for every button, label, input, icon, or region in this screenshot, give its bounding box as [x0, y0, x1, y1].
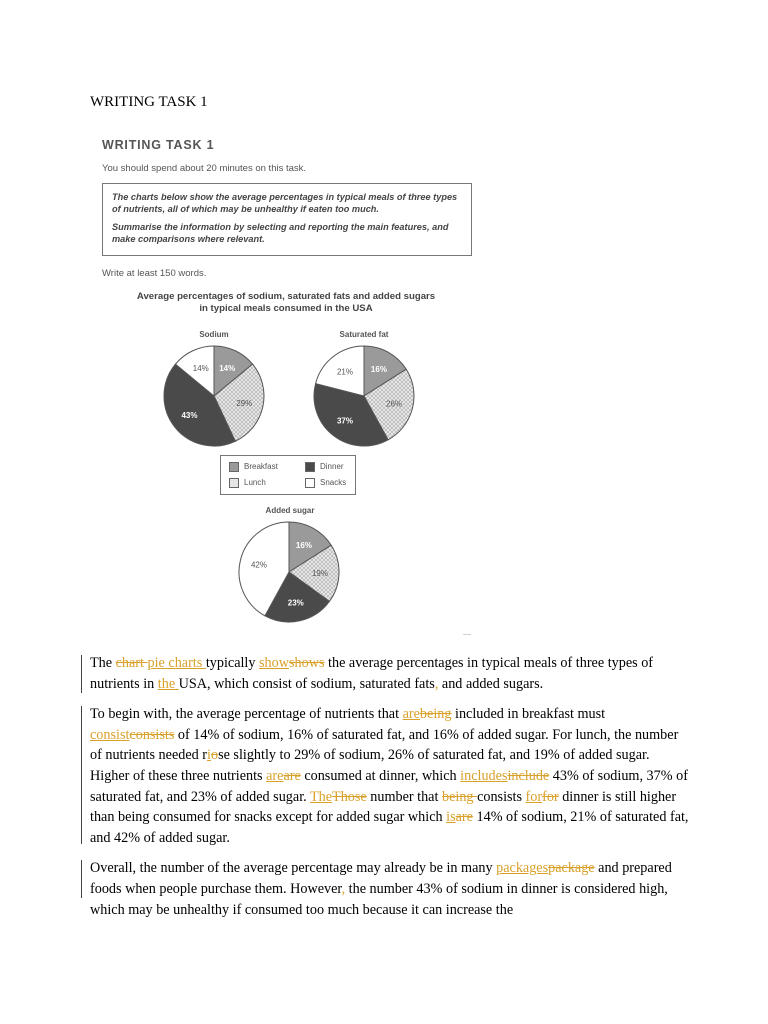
pie-label-saturated-fat-breakfast: 16% — [370, 364, 387, 374]
deleted-text: being — [419, 706, 452, 723]
task-word-count: Write at least 150 words. — [102, 268, 207, 279]
text: The — [90, 655, 116, 671]
text: and added sugars. — [438, 675, 544, 692]
inserted-text: , — [434, 675, 439, 692]
deleted-text: for — [542, 788, 559, 805]
inserted-text: show — [259, 655, 289, 671]
inserted-text: includes — [460, 767, 508, 784]
pie-label-added-sugar-dinner: 23% — [287, 598, 304, 608]
text: of 14% of sodium, 16% of saturated fat, and 16% of added sugar. For lunch, the number of nutrients needed r — [90, 726, 679, 764]
pie-label-sodium-snacks: 14% — [192, 363, 209, 373]
inserted-text: pie charts — [147, 655, 206, 671]
legend-swatch-dinner — [305, 462, 315, 472]
inserted-text: the — [157, 675, 179, 692]
pie-label-sodium-breakfast: 14% — [219, 363, 236, 373]
legend-swatch-snacks — [305, 478, 315, 488]
deleted-text: are — [455, 809, 473, 826]
inserted-text: are — [402, 706, 420, 723]
task-title: WRITING TASK 1 — [102, 138, 215, 152]
text: dinner is still higher than being consumed for snacks except for added sugar which — [90, 788, 677, 826]
text: 43% of sodium, 37% of saturated fat, and 23% of added sugar. — [90, 767, 688, 805]
text: USA, which consist of sodium, saturated fats — [178, 675, 435, 692]
inserted-text: are — [266, 767, 284, 784]
task-prompt-text: The charts below show the average percentages in typical meals of three types of nutrients, all of which may be unhealthy if eaten too much. — [112, 192, 458, 214]
text: To begin with, the average percentage of nutrients that — [90, 706, 403, 723]
pie-label-saturated-fat-dinner: 37% — [336, 416, 354, 426]
essay-paragraph-2 — [90, 704, 690, 848]
task-instruction: You should spend about 20 minutes on this task. — [102, 163, 307, 174]
legend-label-breakfast: Breakfast — [244, 462, 278, 471]
text: the average percentages in typical meals of three types of nutrients in — [90, 655, 654, 692]
inserted-text: packages — [496, 860, 549, 877]
legend-swatch-lunch — [229, 478, 239, 488]
essay — [90, 653, 690, 930]
pie-title-added-sugar: Added sugar — [265, 506, 315, 515]
page-heading: WRITING TASK 1 — [90, 94, 208, 110]
pie-label-added-sugar-lunch: 19% — [311, 568, 328, 578]
pie-label-sodium-dinner: 43% — [181, 411, 198, 421]
inserted-text: , — [341, 880, 346, 897]
text: Overall, the number of the average percentage may already be in many — [90, 860, 497, 877]
text: the number 43% of sodium in dinner is considered high, which may be unhealthy if consumed too much because it can increase the — [90, 880, 668, 918]
deleted-text: shows — [289, 655, 325, 671]
pie-label-added-sugar-breakfast: 16% — [295, 540, 312, 550]
scan-mark: ~~ — [463, 632, 472, 639]
chart-title: Average percentages of sodium, saturated fats and added sugars in typical meals consumed in the USA — [136, 291, 436, 314]
chart-legend — [220, 455, 356, 495]
deleted-text: package — [548, 860, 595, 877]
pie-label-sodium-lunch: 29% — [236, 398, 253, 408]
change-bar — [81, 655, 82, 693]
deleted-text: are — [283, 767, 301, 784]
text: 14% of sodium, 21% of saturated fat, and 42% of added sugar. — [90, 809, 689, 846]
deleted-text: include — [507, 767, 550, 784]
deleted-text: being — [441, 788, 478, 805]
text: included in breakfast must — [451, 706, 606, 723]
text: consumed at dinner, which — [300, 767, 461, 784]
legend-label-snacks: Snacks — [320, 478, 347, 487]
essay-paragraph-1 — [90, 653, 690, 694]
pie-title-saturated-fat: Saturated fat — [339, 330, 389, 339]
essay-paragraph-3 — [90, 858, 690, 920]
text: number that — [366, 788, 442, 805]
deleted-text: consists — [129, 726, 175, 743]
change-bar — [81, 706, 82, 844]
pie-label-saturated-fat-lunch: 26% — [386, 399, 403, 409]
inserted-text: The — [309, 788, 333, 805]
deleted-text: chart — [115, 655, 148, 671]
pie-charts — [96, 128, 496, 643]
inserted-text: for — [525, 788, 543, 805]
pie-title-sodium: Sodium — [199, 330, 229, 339]
legend-label-lunch: Lunch — [244, 478, 266, 487]
change-bar — [81, 860, 82, 898]
deleted-text: Those — [332, 788, 367, 805]
pie-label-added-sugar-snacks: 42% — [250, 560, 267, 570]
task-summary-text: Summarise the information by selecting and reporting the main features, and make comparisons where relevant. — [112, 222, 449, 244]
task-image — [96, 128, 496, 643]
deleted-text: o — [210, 747, 219, 764]
inserted-text: is — [446, 809, 456, 826]
inserted-text: i — [207, 747, 211, 764]
text: typically — [205, 655, 260, 671]
legend-label-dinner: Dinner — [320, 462, 344, 471]
pie-label-saturated-fat-snacks: 21% — [336, 367, 354, 377]
text: consists — [477, 788, 526, 805]
inserted-text: consist — [90, 726, 130, 743]
text: se slightly to 29% of sodium, 26% of saturated fat, and 19% of added sugar. Higher of these three nutrients — [90, 747, 650, 784]
text: and prepared foods when people purchase them. However — [90, 860, 672, 897]
legend-swatch-breakfast — [229, 462, 239, 472]
